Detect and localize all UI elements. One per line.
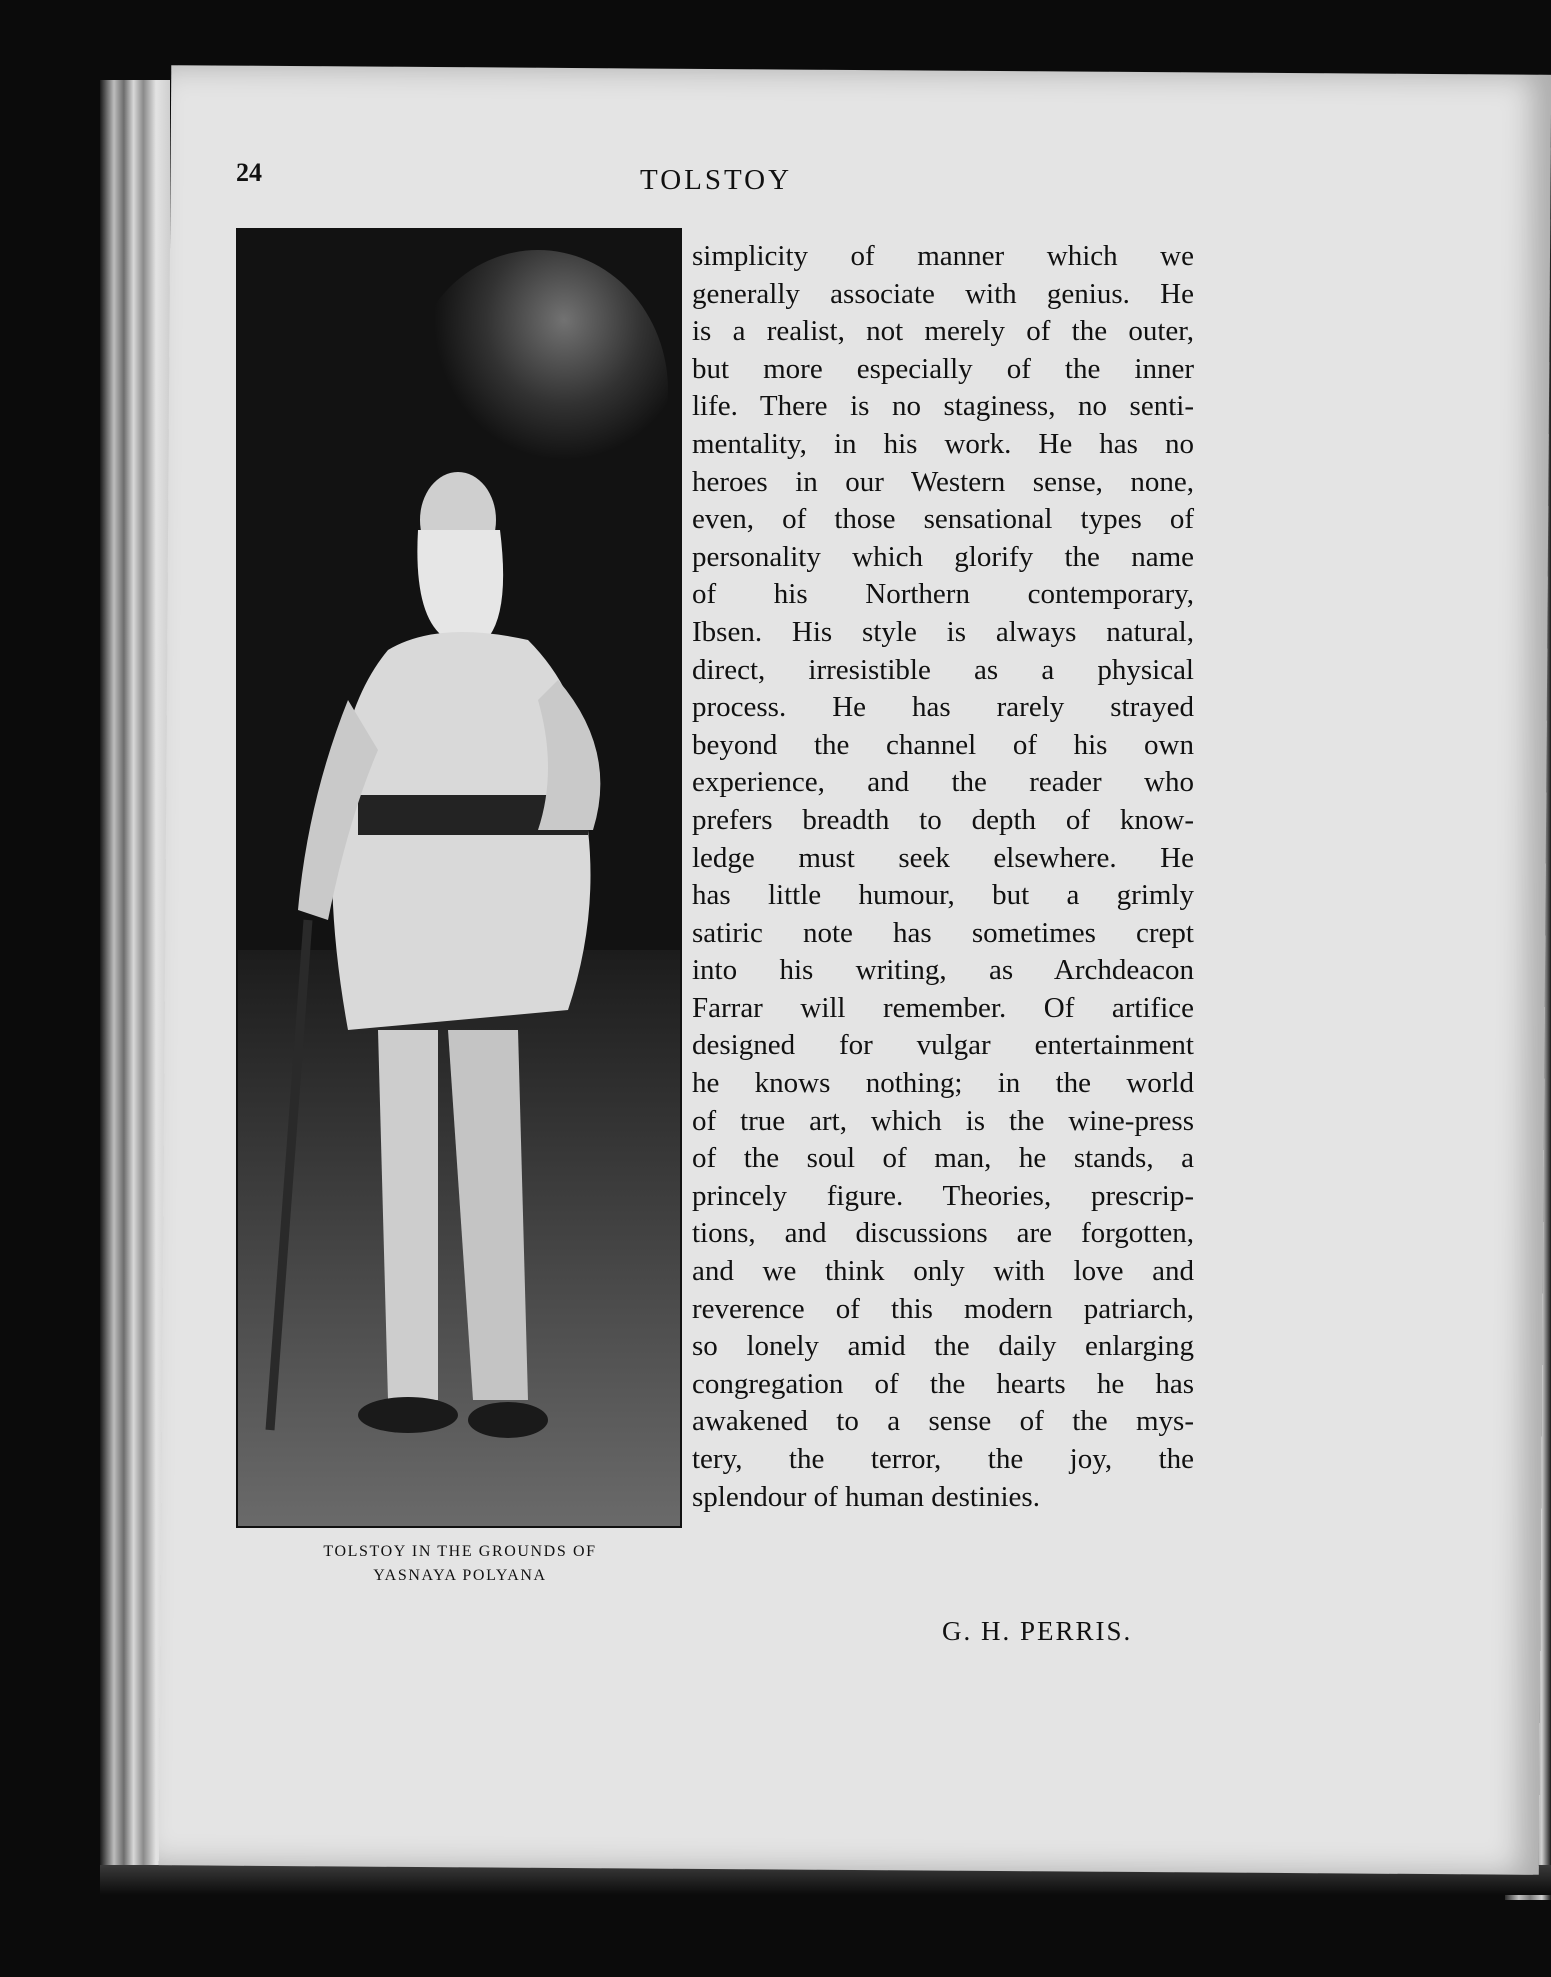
text-line: mentality, in his work. He has no — [692, 427, 1194, 460]
text-line: even, of those sensational types of — [692, 503, 1194, 536]
text-line: process. He has rarely strayed — [692, 691, 1194, 724]
author-signature — [942, 1616, 1132, 1647]
text-line: simplicity of manner which we — [692, 240, 1194, 272]
text-line: life. There is no staginess, no senti- — [692, 390, 1194, 423]
text-line: so lonely amid the daily enlarging — [692, 1330, 1194, 1363]
text-line: experience, and the reader who — [692, 766, 1194, 799]
page-number: 24 — [236, 158, 262, 187]
text-line: of his Northern contemporary, — [692, 578, 1194, 611]
text-line: generally associate with genius. He — [692, 277, 1194, 310]
running-head: TOLSTOY — [640, 164, 793, 196]
text-line: direct, irresistible as a physical — [692, 653, 1194, 686]
book-spine-left — [100, 80, 170, 1870]
signature-surname: ERRIS. — [1037, 1616, 1133, 1646]
text-line: and we think only with love and — [692, 1255, 1194, 1288]
caption-line-2: YASNAYA POLYANA — [373, 1567, 547, 1584]
text-line: tery, the terror, the joy, the — [692, 1443, 1194, 1475]
body-text — [692, 238, 1194, 1516]
text-line: personality which glorify the name — [692, 540, 1194, 573]
text-line: prefers breadth to depth of know- — [692, 803, 1194, 836]
text-line: of true art, which is the wine-press — [692, 1104, 1194, 1137]
text-line: tions, and discussions are forgotten, — [692, 1217, 1194, 1250]
text-line: beyond the channel of his own — [692, 728, 1194, 761]
photograph-image — [238, 230, 680, 1526]
text-line: has little humour, but a grimly — [692, 879, 1194, 912]
signature-initials: G. H. P — [942, 1616, 1038, 1646]
text-line: designed for vulgar entertainment — [692, 1029, 1194, 1062]
figure-caption — [200, 1540, 720, 1588]
text-line: congregation of the hearts he has — [692, 1367, 1194, 1400]
text-line: Ibsen. His style is always natural, — [692, 615, 1194, 648]
caption-line-1: TOLSTOY IN THE GROUNDS OF — [323, 1543, 597, 1560]
text-line: into his writing, as Archdeacon — [692, 954, 1194, 987]
photograph-tolstoy — [236, 228, 682, 1528]
text-line: Farrar will remember. Of artifice — [692, 991, 1194, 1024]
text-line: is a realist, not merely of the outer, — [692, 315, 1194, 348]
text-line: ledge must seek elsewhere. He — [692, 841, 1194, 874]
text-line: heroes in our Western sense, none, — [692, 465, 1194, 498]
text-line: princely figure. Theories, prescrip- — [692, 1179, 1194, 1212]
text-line-last: splendour of human destinies. — [692, 1480, 1040, 1513]
text-line: he knows nothing; in the world — [692, 1067, 1194, 1100]
text-line: reverence of this modern patriarch, — [692, 1292, 1194, 1325]
text-line: but more especially of the inner — [692, 352, 1194, 385]
text-line: of the soul of man, he stands, a — [692, 1142, 1194, 1175]
text-line: satiric note has sometimes crept — [692, 916, 1194, 949]
text-line: awakened to a sense of the mys- — [692, 1405, 1194, 1438]
